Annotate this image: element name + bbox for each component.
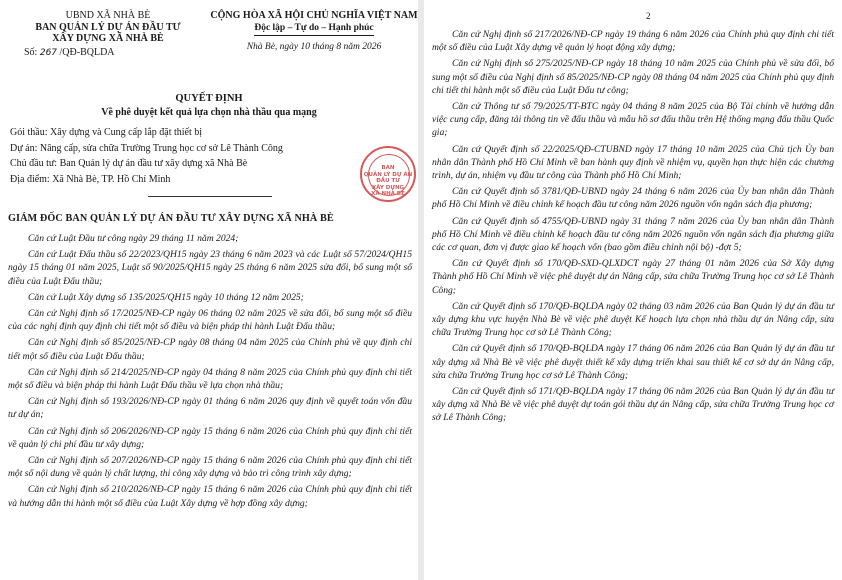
location-line: Địa điểm: Xã Nhà Bè, TP. Hồ Chí Minh [10,173,171,185]
legal-basis-paragraph: Căn cứ Nghị định số 207/2026/NĐ-CP ngày 15 tháng 6 năm 2026 của Chính phủ quy định chi tiết một số nội dung về quản lý chất lượng, thi công xây dựng và bảo trì công trình xây dựng; [8,455,412,480]
document-number-code: /QĐ-BQLDA [59,46,115,58]
document-number [8,47,208,60]
place-date-month: 8 [336,42,342,52]
page-number: 2 [646,11,651,21]
document-number-label: Số: [24,46,38,58]
nation-name: CỘNG HÒA XÃ HỘI CHỦ NGHĨA VIỆT NAM [210,10,418,21]
decision-subtitle: Về phê duyệt kết quả lựa chọn nhà thầu qua mạng [101,107,317,118]
legal-basis-paragraph: Căn cứ Nghị định số 85/2025/NĐ-CP ngày 08 tháng 04 năm 2025 của Chính phủ về quy định chi tiết một số điều của Luật Đấu thầu; [8,337,412,362]
issuing-agency-header [8,10,208,59]
place-date-suffix: năm 2026 [343,42,382,52]
decision-title: QUYẾT ĐỊNH [175,93,243,104]
legal-basis-paragraph: Căn cứ Nghị định số 275/2025/NĐ-CP ngày 18 tháng 10 năm 2025 của Chính phủ về sửa đổi, bổ sung một số điều của Nghị định số 85/2025/NĐ-CP ngày 08 tháng 04 năm 2025 của Chính phủ quy định chi tiết thi hành một số điều của Luật Đấu tư công; [432,58,834,96]
legal-basis-paragraph: Căn cứ Luật Đầu tư công ngày 29 tháng 11 năm 2024; [28,233,239,244]
legal-basis-paragraph: Căn cứ Luật Xây dựng số 135/2025/QH15 ngày 10 tháng 12 năm 2025; [28,291,304,303]
legal-basis-paragraph: Căn cứ Nghị định số 217/2026/NĐ-CP ngày 19 tháng 6 năm 2026 của Chính phủ quy định chi tiết một số điều của Luật Xây dựng về quản lý hoạt động xây dựng; [432,29,834,54]
national-header [210,10,418,54]
legal-basis-paragraph: Căn cứ Quyết định số 22/2025/QĐ-CTUBND ngày 17 tháng 10 năm 2025 của Chủ tịch Ủy ban nhân dân Thành phố Hồ Chí Minh về ban hành quy định về nhiệm vụ, quyền hạn thực hiện các chương trình, dự án, nhiệm vụ đầu tư công của Thành phố Hồ Chí Minh; [432,143,834,182]
agency-line-1: UBND XÃ NHÀ BÈ [65,10,151,21]
legal-basis-left [8,232,412,513]
legal-basis-paragraph: Căn cứ Quyết định số 170/QĐ-BQLDA ngày 02 tháng 03 năm 2026 của Ban Quản lý dự án đầu tư xây dựng khu vực huyện Nhà Bè về việc phê duyệt Kế hoạch lựa chọn nhà thầu dự án Nâng cấp, sửa chữa Trường Trung học cơ sở Lê Thành Công; [432,300,834,339]
agency-line-3: XÂY DỰNG XÃ NHÀ BÈ [52,33,164,44]
legal-basis-paragraph: Căn cứ Nghị định số 193/2026/NĐ-CP ngày 01 tháng 6 năm 2026 quy định về quyết toán vốn đầu tư dự án; [8,396,412,421]
legal-basis-paragraph: Căn cứ Quyết định số 171/QĐ-BQLDA ngày 17 tháng 06 năm 2026 của Ban Quản lý dự án đầu tư xây dựng xã Nhà Bè về việc phê duyệt dự toán gói thầu dự án Nâng cấp, sửa chữa Trường Trung học cơ sở Lê Thành Công; [432,386,834,424]
legal-basis-paragraph: Căn cứ Quyết định số 3781/QĐ-UBND ngày 24 tháng 6 năm 2026 của Ủy ban nhân dân Thành phố Hồ Chí Minh về điều chỉnh kế hoạch đầu tư công năm 2026 nguồn vốn ngân sách địa phương; [432,186,834,211]
document-number-value: 267 [39,47,58,58]
section-divider [148,196,272,197]
legal-basis-paragraph: Căn cứ Thông tư số 79/2025/TT-BTC ngày 04 tháng 8 năm 2025 của Bộ Tài chính về hướng dẫn việc cung cấp, đăng tải thông tin về đấu thầu và mẫu hồ sơ đấu thầu trên Hệ thống mạng đấu thầu Quốc gia; [432,101,834,139]
place-date-prefix: Nhà Bè, ngày [246,42,299,52]
investor-line: Chủ đầu tư: Ban Quản lý dự án đầu tư xây dựng xã Nhà Bè [10,158,248,169]
project-line: Dự án: Nâng cấp, sửa chữa Trường Trung học cơ sở Lê Thành Công [10,142,283,154]
legal-basis-paragraph: Căn cứ Quyết định số 170/QĐ-SXD-QLXDCT ngày 27 tháng 01 năm 2026 của Sở Xây dựng Thành phố Hồ Chí Minh về việc phê duyệt dự án Nâng cấp, sửa chữa Trường Trung học cơ sở Lê Thành Công; [432,258,834,296]
project-info [10,125,350,187]
official-seal: BAN QUẢN LÝ DỰ ÁN ĐẦU TƯ XÂY DỰNG XÃ NHÀ BÈ [360,146,416,202]
legal-basis-paragraph: Căn cứ Nghị định số 17/2025/NĐ-CP ngày 06 tháng 02 năm 2025 về sửa đổi, bổ sung một số điều của các nghị định quy định chi tiết một số điều và biện pháp thi hành Luật Đấu thầu; [8,308,412,333]
document-page-1 [0,0,418,580]
legal-basis-paragraph: Căn cứ Luật Đấu thầu số 22/2023/QH15 ngày 23 tháng 6 năm 2023 và các Luật số 57/2024/QH15 ngày 15 tháng 01 năm 2025, Luật số 90/2025/QH15 ngày 25 tháng 6 năm 2025 sửa đổi, bổ sung một số điều của Luật Đấu thầu; [8,249,412,287]
place-and-date [210,42,418,54]
agency-line-2: BAN QUẢN LÝ DỰ ÁN ĐẦU TƯ [35,21,181,33]
package-line: Gói thầu: Xây dựng và Cung cấp lắp đặt thiết bị [10,127,203,138]
document-page-2 [424,0,842,580]
legal-basis-paragraph: Căn cứ Quyết định số 4755/QĐ-UBND ngày 31 tháng 7 năm 2026 của Ủy ban nhân dân Thành phố Hồ Chí Minh về điều chỉnh kế hoạch đầu tư công năm 2026 nguồn vốn ngân sách địa phương giữa các cơ quan, đơn vị được giao kế hoạch vốn (bao gồm điều chỉnh nội bộ) -đợt 5; [432,215,834,254]
legal-basis-paragraph: Căn cứ Nghị định số 214/2025/NĐ-CP ngày 04 tháng 8 năm 2025 của Chính phủ quy định chi tiết một số điều và biện pháp thi hành Luật Đấu thầu về lựa chọn nhà thầu; [8,366,412,392]
legal-basis-paragraph: Căn cứ Quyết định số 170/QĐ-BQLDA ngày 17 tháng 06 năm 2026 của Ban Quản lý dự án đầu tư xây dựng xã Nhà Bè về việc phê duyệt thiết kế xây dựng triển khai sau thiết kế cơ sở dự án Nâng cấp, sửa chữa Trường Trung học cơ sở Lê Thành Công; [432,343,834,381]
director-heading: GIÁM ĐỐC BAN QUẢN LÝ DỰ ÁN ĐẦU TƯ XÂY DỰNG XÃ NHÀ BÈ [8,213,334,224]
legal-basis-paragraph: Căn cứ Nghị định số 206/2026/NĐ-CP ngày 15 tháng 6 năm 2026 của Chính phủ quy định chi tiết về quản lý chi phí đầu tư xây dựng; [8,425,412,450]
place-date-day: 10 [300,42,311,52]
national-motto: Độc lập – Tự do – Hạnh phúc [254,23,373,37]
legal-basis-right [432,28,834,428]
place-date-mid: tháng [312,42,335,52]
legal-basis-paragraph: Căn cứ Nghị định số 210/2026/NĐ-CP ngày 15 tháng 6 năm 2026 của Chính phủ quy định chi tiết và hướng dẫn thi hành một số điều của Luật Xây dựng về hợp đồng xây dựng; [8,484,412,509]
